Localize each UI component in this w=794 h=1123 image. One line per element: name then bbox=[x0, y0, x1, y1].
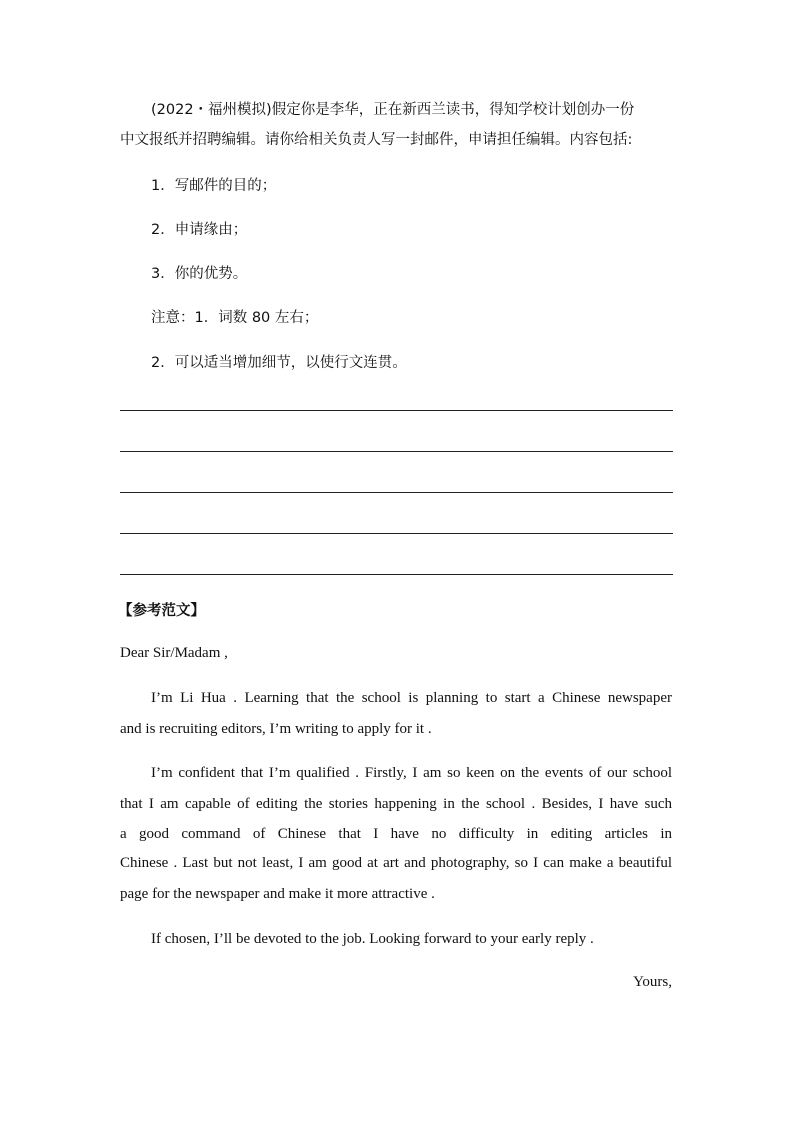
answer-line bbox=[120, 410, 673, 411]
sample-p2-line-3: a good command of Chinese that I have no difficulty in editing articles in bbox=[120, 826, 672, 842]
task-intro-line-1: (2022・福州模拟)假定你是李华，正在新西兰读书，得知学校计划创办一份 bbox=[151, 102, 635, 118]
sample-p2-line-2: that I am capable of editing the stories happening in the school . Besides, I have such bbox=[120, 796, 672, 812]
sample-p2-line-5: page for the newspaper and make it more attractive . bbox=[120, 886, 435, 902]
task-point-3: 3．你的优势。 bbox=[151, 266, 248, 282]
task-intro-line-2: 中文报纸并招聘编辑。请你给相关负责人写一封邮件，申请担任编辑。内容包括: bbox=[120, 132, 633, 148]
task-point-1: 1．写邮件的目的； bbox=[151, 178, 277, 194]
sample-p1-line-1: I’m Li Hua . Learning that the school is planning to start a Chinese newspaper bbox=[151, 690, 672, 706]
sample-p2-line-1: I’m confident that I’m qualified . Firstly, I am so keen on the events of our school bbox=[151, 765, 672, 781]
answer-line bbox=[120, 533, 673, 534]
answer-line bbox=[120, 492, 673, 493]
sample-p2-line-4: Chinese . Last but not least, I am good at art and photography, so I can make a beautiful bbox=[120, 855, 672, 871]
task-point-2: 2．申请缘由； bbox=[151, 222, 248, 238]
answer-line bbox=[120, 574, 673, 575]
sample-heading: 【参考范文】 bbox=[118, 603, 205, 619]
sample-p1-line-2: and is recruiting editors, I’m writing to apply for it . bbox=[120, 721, 432, 737]
sample-greeting: Dear Sir/Madam , bbox=[120, 645, 228, 661]
task-note-1: 注意：1．词数 80 左右； bbox=[151, 310, 319, 326]
sample-closing: Yours, bbox=[633, 974, 672, 990]
sample-p3-line-1: If chosen, I’ll be devoted to the job. Looking forward to your early reply . bbox=[151, 931, 594, 947]
task-note-2: 2．可以适当增加细节，以使行文连贯。 bbox=[151, 355, 407, 371]
answer-line bbox=[120, 451, 673, 452]
